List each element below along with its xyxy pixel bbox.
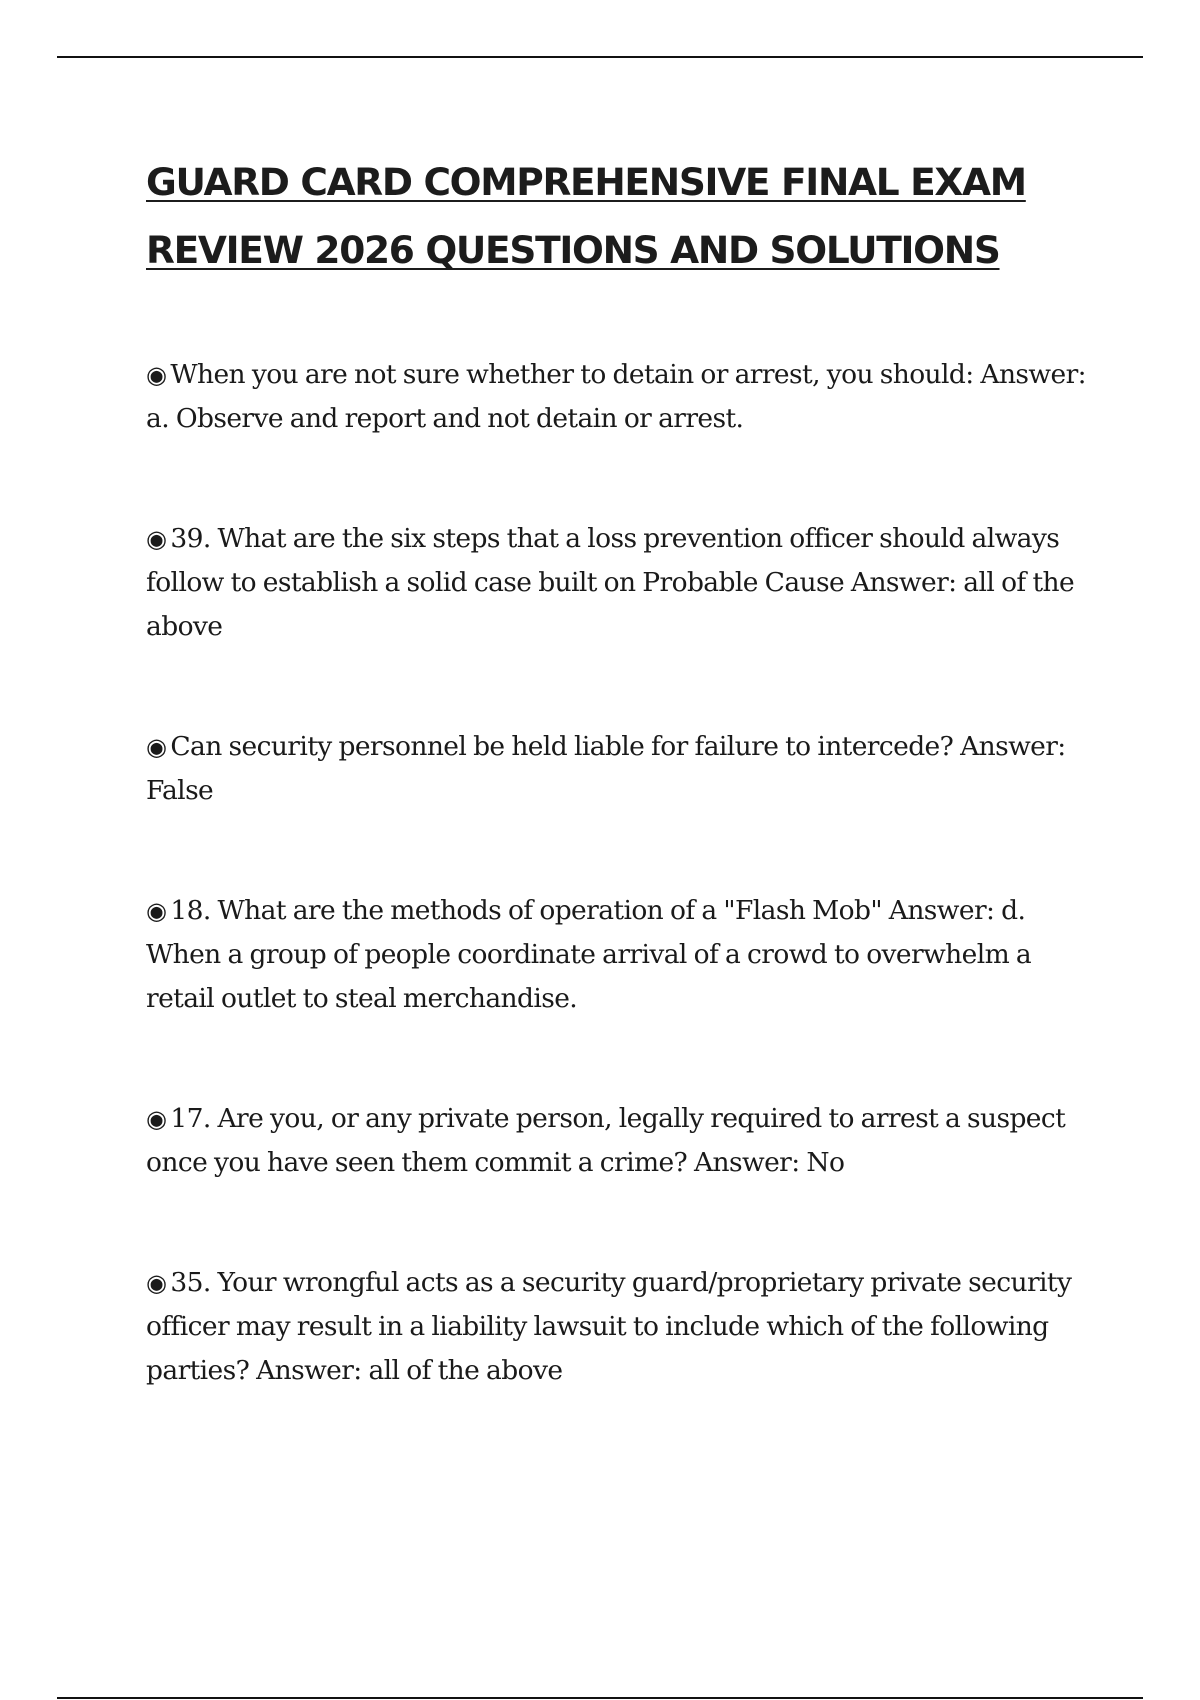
qa-item [146, 1261, 1086, 1393]
bullet-icon: ◉ [146, 1269, 167, 1297]
bullet-icon: ◉ [146, 361, 167, 389]
document-body [146, 148, 1086, 1386]
qa-text: Can security personnel be held liable for failure to intercede? Answer: False [146, 731, 1066, 806]
qa-item [146, 517, 1086, 649]
bullet-icon: ◉ [146, 733, 167, 761]
bottom-rule [57, 1697, 1143, 1699]
qa-item [146, 725, 1086, 813]
qa-item [146, 1097, 1086, 1185]
top-rule [57, 56, 1143, 58]
qa-text: 17. Are you, or any private person, legally required to arrest a suspect once you have seen them commit a crime? Answer: No [146, 1103, 1066, 1178]
qa-item [146, 889, 1086, 1021]
qa-text: When you are not sure whether to detain or arrest, you should: Answer: a. Observe and report and not detain or arrest. [146, 359, 1086, 434]
bullet-icon: ◉ [146, 1105, 167, 1133]
qa-text: 18. What are the methods of operation of a "Flash Mob" Answer: d. When a group of people coordinate arrival of a crowd to overwhelm a retail outlet to steal merchandise. [146, 895, 1032, 1014]
qa-list [146, 353, 1086, 1469]
qa-text: 39. What are the six steps that a loss prevention officer should always follow to establish a solid case built on Probable Cause Answer: all of the above [146, 523, 1075, 642]
title-line-2: REVIEW 2026 QUESTIONS AND SOLUTIONS [146, 228, 1000, 272]
title-line-1: GUARD CARD COMPREHENSIVE FINAL EXAM [146, 160, 1026, 204]
qa-text: 35. Your wrongful acts as a security guard/proprietary private security officer may result in a liability lawsuit to include which of the following parties? Answer: all of the above [146, 1267, 1072, 1386]
bullet-icon: ◉ [146, 525, 167, 553]
qa-item [146, 353, 1086, 441]
bullet-icon: ◉ [146, 897, 167, 925]
document-title [146, 148, 1086, 284]
